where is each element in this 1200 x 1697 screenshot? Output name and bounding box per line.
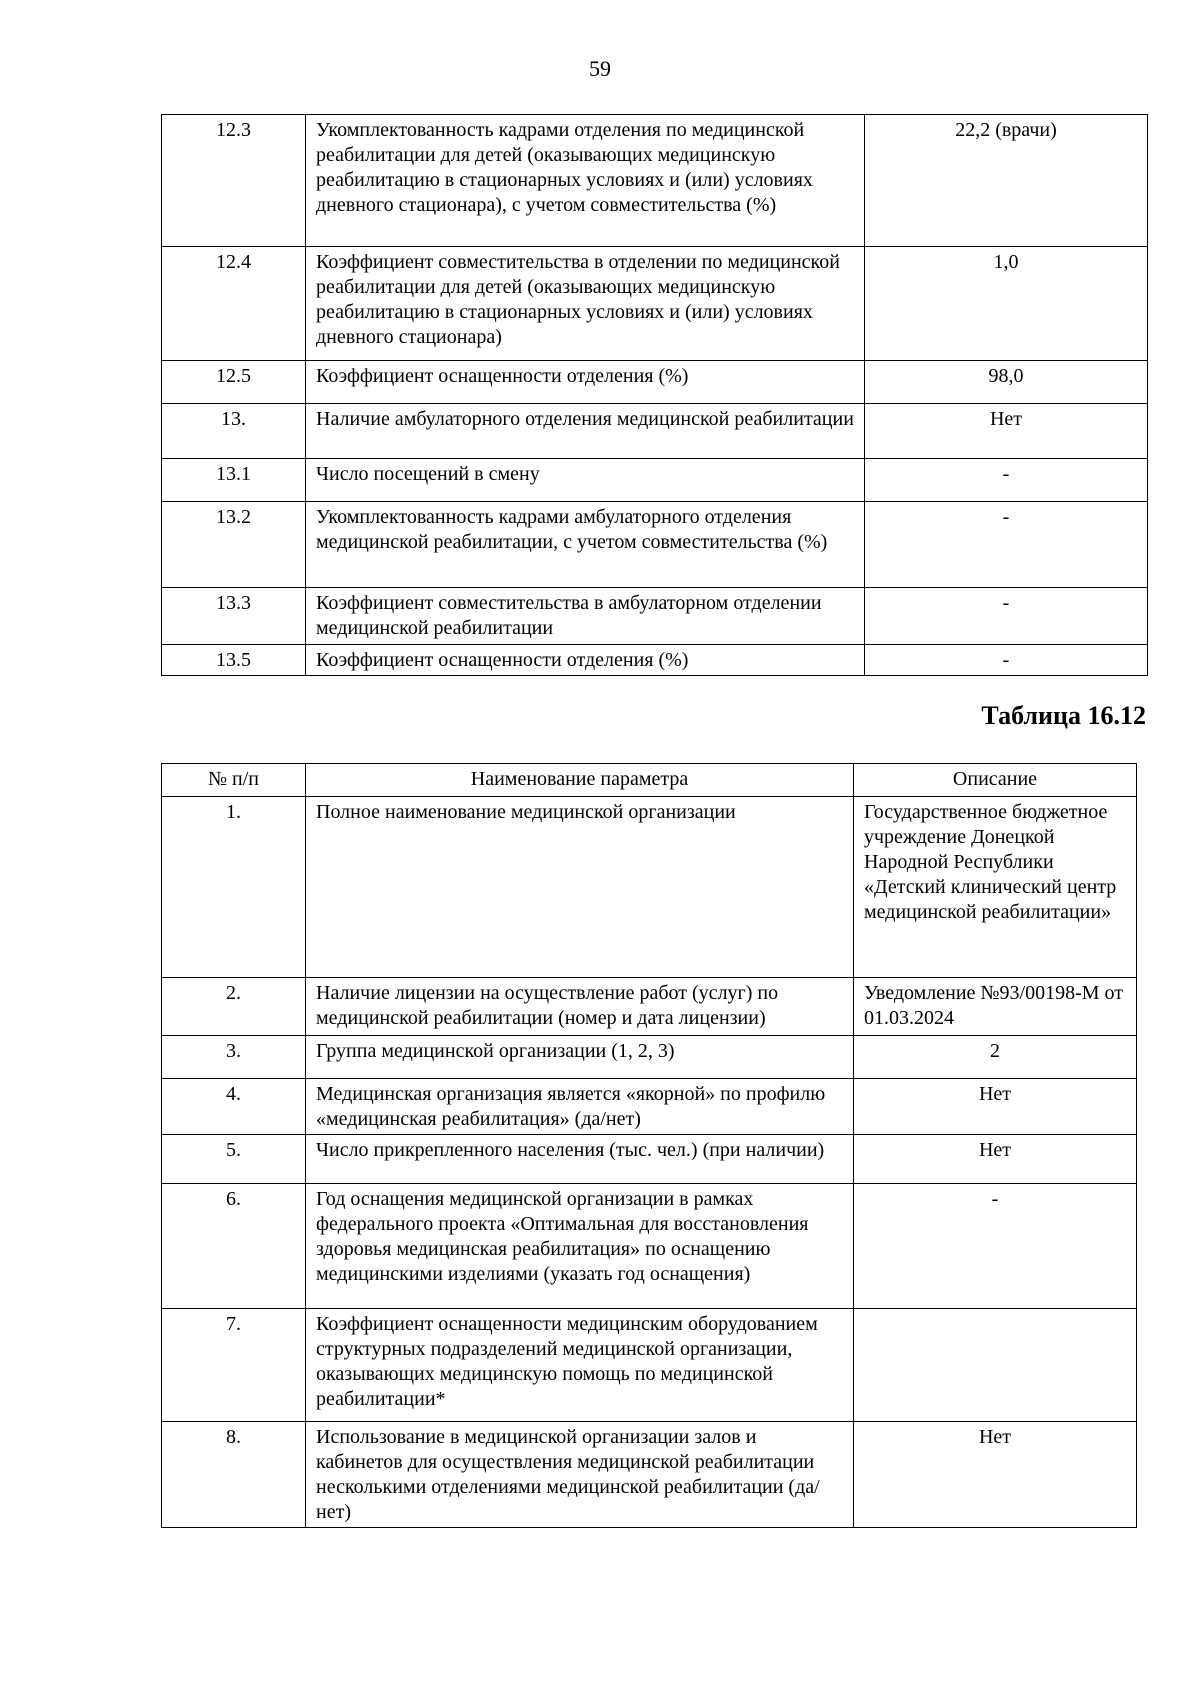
table-row xyxy=(162,1184,1137,1309)
row-number: 2. xyxy=(162,978,306,1036)
parameter-value: - xyxy=(865,645,1148,676)
row-number: 1. xyxy=(162,797,306,978)
row-number: 6. xyxy=(162,1184,306,1309)
parameter-value: 1,0 xyxy=(865,247,1148,361)
parameter-name: Укомплектованность кадрами отделения по медицинской реабилитации для детей (оказывающих медицинскую реабилитацию в стационарных условиях и (или) условиях дневного стационара), с учетом совместительства (%) xyxy=(306,115,865,247)
table-row xyxy=(162,978,1137,1036)
row-number: 3. xyxy=(162,1036,306,1079)
column-header-description: Описание xyxy=(854,764,1137,797)
parameter-value: Нет xyxy=(854,1422,1137,1528)
parameter-name: Коэффициент оснащенности медицинским оборудованием структурных подразделений медицинской организации, оказывающих медицинскую помощь по медицинской реабилитации* xyxy=(306,1309,854,1422)
parameter-name: Наличие лицензии на осуществление работ (услуг) по медицинской реабилитации (номер и дата лицензии) xyxy=(306,978,854,1036)
table-row xyxy=(162,1422,1137,1528)
table-row xyxy=(162,361,1148,404)
table-header-row xyxy=(162,764,1137,797)
table-caption: Таблица 16.12 xyxy=(981,701,1146,730)
row-number: 12.3 xyxy=(162,115,306,247)
parameter-value: Государственное бюджетное учреждение Донецкой Народной Республики «Детский клинический центр медицинской реабилитации» xyxy=(854,797,1137,978)
parameter-name: Медицинская организация является «якорной» по профилю «медицинская реабилитация» (да/нет) xyxy=(306,1079,854,1135)
table-row xyxy=(162,645,1148,676)
table-row xyxy=(162,459,1148,502)
row-number: 13.5 xyxy=(162,645,306,676)
row-number: 13.3 xyxy=(162,588,306,645)
parameter-value: - xyxy=(865,502,1148,588)
parameter-name: Коэффициент совместительства в амбулаторном отделении медицинской реабилитации xyxy=(306,588,865,645)
row-number: 13.1 xyxy=(162,459,306,502)
row-number: 5. xyxy=(162,1135,306,1184)
parameter-name: Коэффициент оснащенности отделения (%) xyxy=(306,361,865,404)
table-row xyxy=(162,404,1148,459)
parameter-value: Уведомление №93/00198-М от 01.03.2024 xyxy=(854,978,1137,1036)
row-number: 12.4 xyxy=(162,247,306,361)
table-row xyxy=(162,1309,1137,1422)
table-row xyxy=(162,797,1137,978)
parameter-name: Полное наименование медицинской организации xyxy=(306,797,854,978)
parameter-name: Наличие амбулаторного отделения медицинской реабилитации xyxy=(306,404,865,459)
table-row xyxy=(162,115,1148,247)
parameter-value: 98,0 xyxy=(865,361,1148,404)
table-row xyxy=(162,1036,1137,1079)
table-organization-info xyxy=(161,763,1137,1528)
page-number: 59 xyxy=(589,56,611,81)
row-number: 13.2 xyxy=(162,502,306,588)
parameter-name: Число посещений в смену xyxy=(306,459,865,502)
row-number: 12.5 xyxy=(162,361,306,404)
column-header-number: № п/п xyxy=(162,764,306,797)
parameter-value: Нет xyxy=(854,1079,1137,1135)
parameter-value: - xyxy=(854,1184,1137,1309)
parameter-name: Использование в медицинской организации залов и кабинетов для осуществления медицинской реабилитации несколькими отделениями медицинской реабилитации (да/нет) xyxy=(306,1422,854,1528)
column-header-parameter: Наименование параметра xyxy=(306,764,854,797)
parameter-name: Год оснащения медицинской организации в рамках федерального проекта «Оптимальная для восстановления здоровья медицинская реабилитация» по оснащению медицинскими изделиями (указать год оснащения) xyxy=(306,1184,854,1309)
parameter-name: Укомплектованность кадрами амбулаторного отделения медицинской реабилитации, с учетом совместительства (%) xyxy=(306,502,865,588)
table-row xyxy=(162,1079,1137,1135)
table-row xyxy=(162,1135,1137,1184)
table-continuation xyxy=(161,114,1148,676)
parameter-value: - xyxy=(865,459,1148,502)
table-row xyxy=(162,247,1148,361)
table-row xyxy=(162,502,1148,588)
row-number: 4. xyxy=(162,1079,306,1135)
parameter-name: Коэффициент совместительства в отделении по медицинской реабилитации для детей (оказывающих медицинскую реабилитацию в стационарных условиях и (или) условиях дневного стационара) xyxy=(306,247,865,361)
parameter-name: Коэффициент оснащенности отделения (%) xyxy=(306,645,865,676)
parameter-value: Нет xyxy=(865,404,1148,459)
parameter-name: Число прикрепленного населения (тыс. чел.) (при наличии) xyxy=(306,1135,854,1184)
parameter-value: 22,2 (врачи) xyxy=(865,115,1148,247)
row-number: 13. xyxy=(162,404,306,459)
parameter-value: 2 xyxy=(854,1036,1137,1079)
row-number: 7. xyxy=(162,1309,306,1422)
parameter-name: Группа медицинской организации (1, 2, 3) xyxy=(306,1036,854,1079)
parameter-value: Нет xyxy=(854,1135,1137,1184)
table-row xyxy=(162,588,1148,645)
row-number: 8. xyxy=(162,1422,306,1528)
parameter-value xyxy=(854,1309,1137,1422)
parameter-value: - xyxy=(865,588,1148,645)
